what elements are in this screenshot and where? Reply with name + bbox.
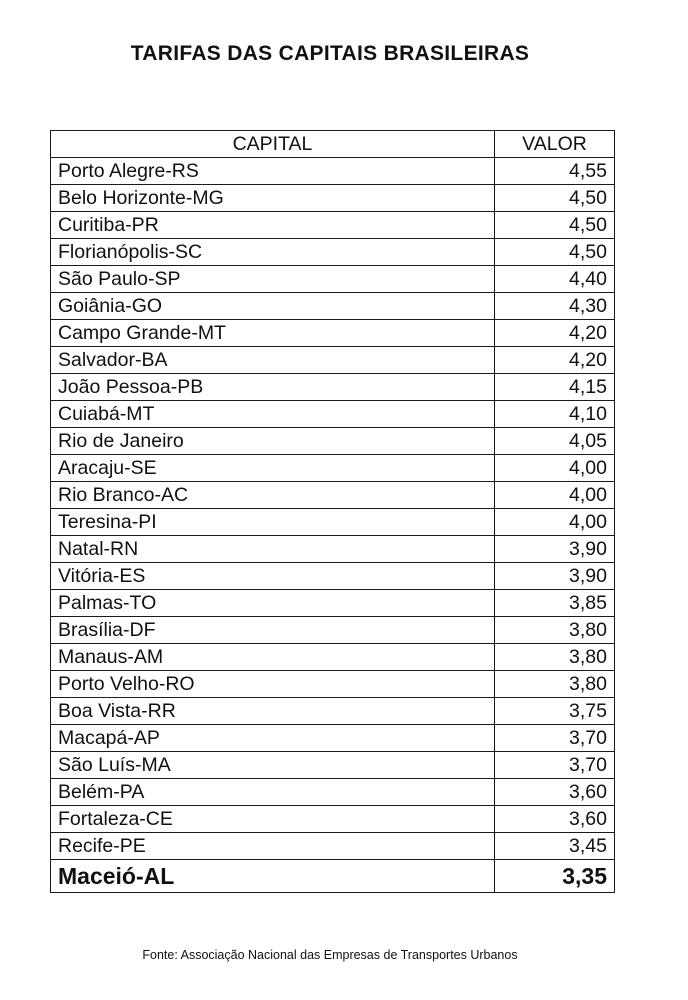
- table-row: [51, 617, 615, 644]
- value-cell: 3,70: [495, 725, 615, 752]
- table-header-row: [51, 131, 615, 158]
- table-body: [51, 158, 615, 893]
- value-cell: 3,45: [495, 833, 615, 860]
- column-header-valor: VALOR: [495, 131, 615, 158]
- table-row: [51, 374, 615, 401]
- city-cell: São Luís-MA: [51, 752, 495, 779]
- value-cell: 4,05: [495, 428, 615, 455]
- table-row: [51, 698, 615, 725]
- column-header-capital: CAPITAL: [51, 131, 495, 158]
- table-row: [51, 185, 615, 212]
- city-cell: Goiânia-GO: [51, 293, 495, 320]
- table-row: [51, 158, 615, 185]
- table-row: [51, 482, 615, 509]
- city-cell: São Paulo-SP: [51, 266, 495, 293]
- table-row: [51, 806, 615, 833]
- value-cell: 3,75: [495, 698, 615, 725]
- value-cell: 3,85: [495, 590, 615, 617]
- table-row: [51, 347, 615, 374]
- tariff-table: [50, 130, 615, 893]
- city-cell: Palmas-TO: [51, 590, 495, 617]
- city-cell: João Pessoa-PB: [51, 374, 495, 401]
- table-row: [51, 590, 615, 617]
- source-note: Fonte: Associação Nacional das Empresas de Transportes Urbanos: [142, 948, 518, 962]
- table-row: [51, 860, 615, 893]
- value-cell: 4,50: [495, 212, 615, 239]
- table-row: [51, 239, 615, 266]
- city-cell: Florianópolis-SC: [51, 239, 495, 266]
- city-cell: Belém-PA: [51, 779, 495, 806]
- value-cell: 3,70: [495, 752, 615, 779]
- table-row: [51, 212, 615, 239]
- city-cell: Macapá-AP: [51, 725, 495, 752]
- table-row: [51, 266, 615, 293]
- city-cell: Aracaju-SE: [51, 455, 495, 482]
- city-cell: Porto Alegre-RS: [51, 158, 495, 185]
- city-cell: Cuiabá-MT: [51, 401, 495, 428]
- city-cell: Teresina-PI: [51, 509, 495, 536]
- city-cell: Curitiba-PR: [51, 212, 495, 239]
- table-row: [51, 644, 615, 671]
- city-cell: Salvador-BA: [51, 347, 495, 374]
- table-row: [51, 509, 615, 536]
- table-row: [51, 563, 615, 590]
- value-cell: 4,50: [495, 185, 615, 212]
- value-cell: 4,00: [495, 455, 615, 482]
- city-cell: Manaus-AM: [51, 644, 495, 671]
- value-cell: 4,20: [495, 320, 615, 347]
- value-cell: 3,90: [495, 536, 615, 563]
- table-row: [51, 428, 615, 455]
- table-row: [51, 833, 615, 860]
- value-cell: 3,80: [495, 644, 615, 671]
- city-cell: Porto Velho-RO: [51, 671, 495, 698]
- city-cell: Maceió-AL: [51, 860, 495, 893]
- city-cell: Fortaleza-CE: [51, 806, 495, 833]
- table-row: [51, 320, 615, 347]
- value-cell: 4,20: [495, 347, 615, 374]
- value-cell: 4,50: [495, 239, 615, 266]
- table-row: [51, 293, 615, 320]
- value-cell: 4,55: [495, 158, 615, 185]
- value-cell: 3,35: [495, 860, 615, 893]
- city-cell: Rio Branco-AC: [51, 482, 495, 509]
- value-cell: 4,10: [495, 401, 615, 428]
- value-cell: 3,60: [495, 779, 615, 806]
- value-cell: 4,40: [495, 266, 615, 293]
- table-row: [51, 455, 615, 482]
- table-row: [51, 671, 615, 698]
- city-cell: Rio de Janeiro: [51, 428, 495, 455]
- city-cell: Recife-PE: [51, 833, 495, 860]
- table-row: [51, 401, 615, 428]
- value-cell: 3,80: [495, 671, 615, 698]
- table-row: [51, 779, 615, 806]
- city-cell: Campo Grande-MT: [51, 320, 495, 347]
- city-cell: Boa Vista-RR: [51, 698, 495, 725]
- value-cell: 4,30: [495, 293, 615, 320]
- value-cell: 3,60: [495, 806, 615, 833]
- city-cell: Brasília-DF: [51, 617, 495, 644]
- table-row: [51, 536, 615, 563]
- table-row: [51, 752, 615, 779]
- value-cell: 3,80: [495, 617, 615, 644]
- city-cell: Natal-RN: [51, 536, 495, 563]
- city-cell: Vitória-ES: [51, 563, 495, 590]
- city-cell: Belo Horizonte-MG: [51, 185, 495, 212]
- value-cell: 4,00: [495, 509, 615, 536]
- value-cell: 4,15: [495, 374, 615, 401]
- value-cell: 3,90: [495, 563, 615, 590]
- page-title: TARIFAS DAS CAPITAIS BRASILEIRAS: [130, 42, 530, 65]
- table-row: [51, 725, 615, 752]
- value-cell: 4,00: [495, 482, 615, 509]
